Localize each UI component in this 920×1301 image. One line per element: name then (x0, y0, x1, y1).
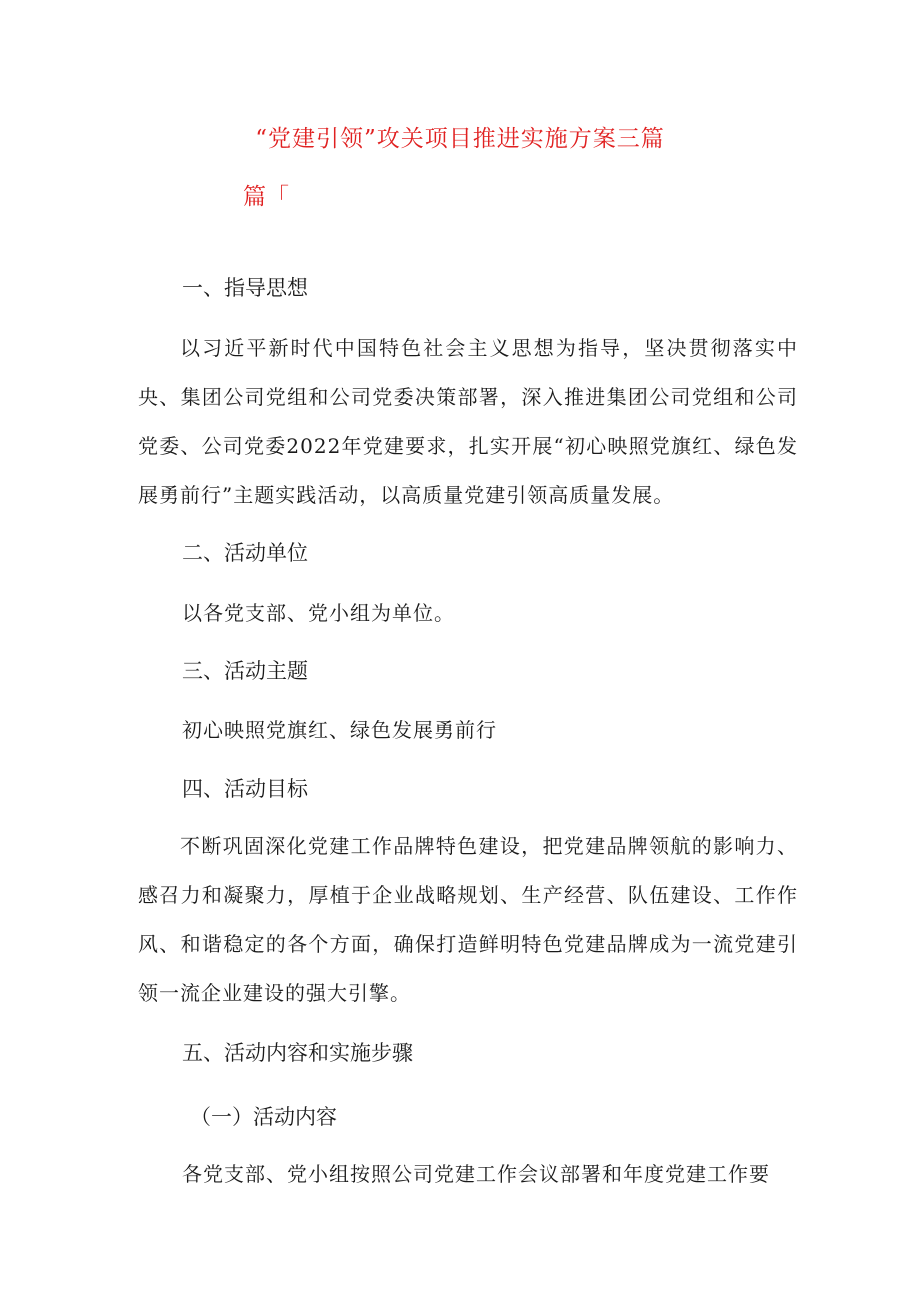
section-body-activity-unit: 以各党支部、党小组为单位。 (182, 601, 455, 625)
section-heading-activity-goal: 四、活动目标 (182, 777, 308, 801)
section-heading-activity-theme: 三、活动主题 (182, 659, 308, 683)
section-heading-activity-unit: 二、活动单位 (182, 541, 308, 565)
subsection-heading-activity-content: （一）活动内容 (190, 1105, 337, 1129)
section-body-activity-goal: 不断巩固深化党建工作品牌特色建设，把党建品牌领航的影响力、感召力和凝聚力，厚植于企业战略规划、生产经营、队伍建设、工作作风、和谐稳定的各个方面，确保打造鲜明特色党建品牌成为一流党建引领一流企业建设的强大引擎。 (138, 834, 798, 1005)
section-body-activity-theme: 初心映照党旗红、绿色发展勇前行 (182, 718, 497, 742)
section-heading-guiding-thought: 一、指导思想 (182, 276, 308, 300)
section-heading-content-steps: 五、活动内容和实施步骤 (182, 1041, 413, 1065)
part-label: 篇「 (243, 184, 289, 210)
document-title: “党建引领”攻关项目推进实施方案三篇 (255, 126, 665, 152)
subsection-body-activity-content: 各党支部、党小组按照公司党建工作会议部署和年度党建工作要 (182, 1162, 770, 1186)
section-body-guiding-thought: 以习近平新时代中国特色社会主义思想为指导，坚决贯彻落实中央、集团公司党组和公司党委决策部署，深入推进集团公司党组和公司党委、公司党委2022年党建要求，扎实开展“初心映照党旗红、绿色发展勇前行”主题实践活动，以高质量党建引领高质量发展。 (138, 336, 798, 507)
